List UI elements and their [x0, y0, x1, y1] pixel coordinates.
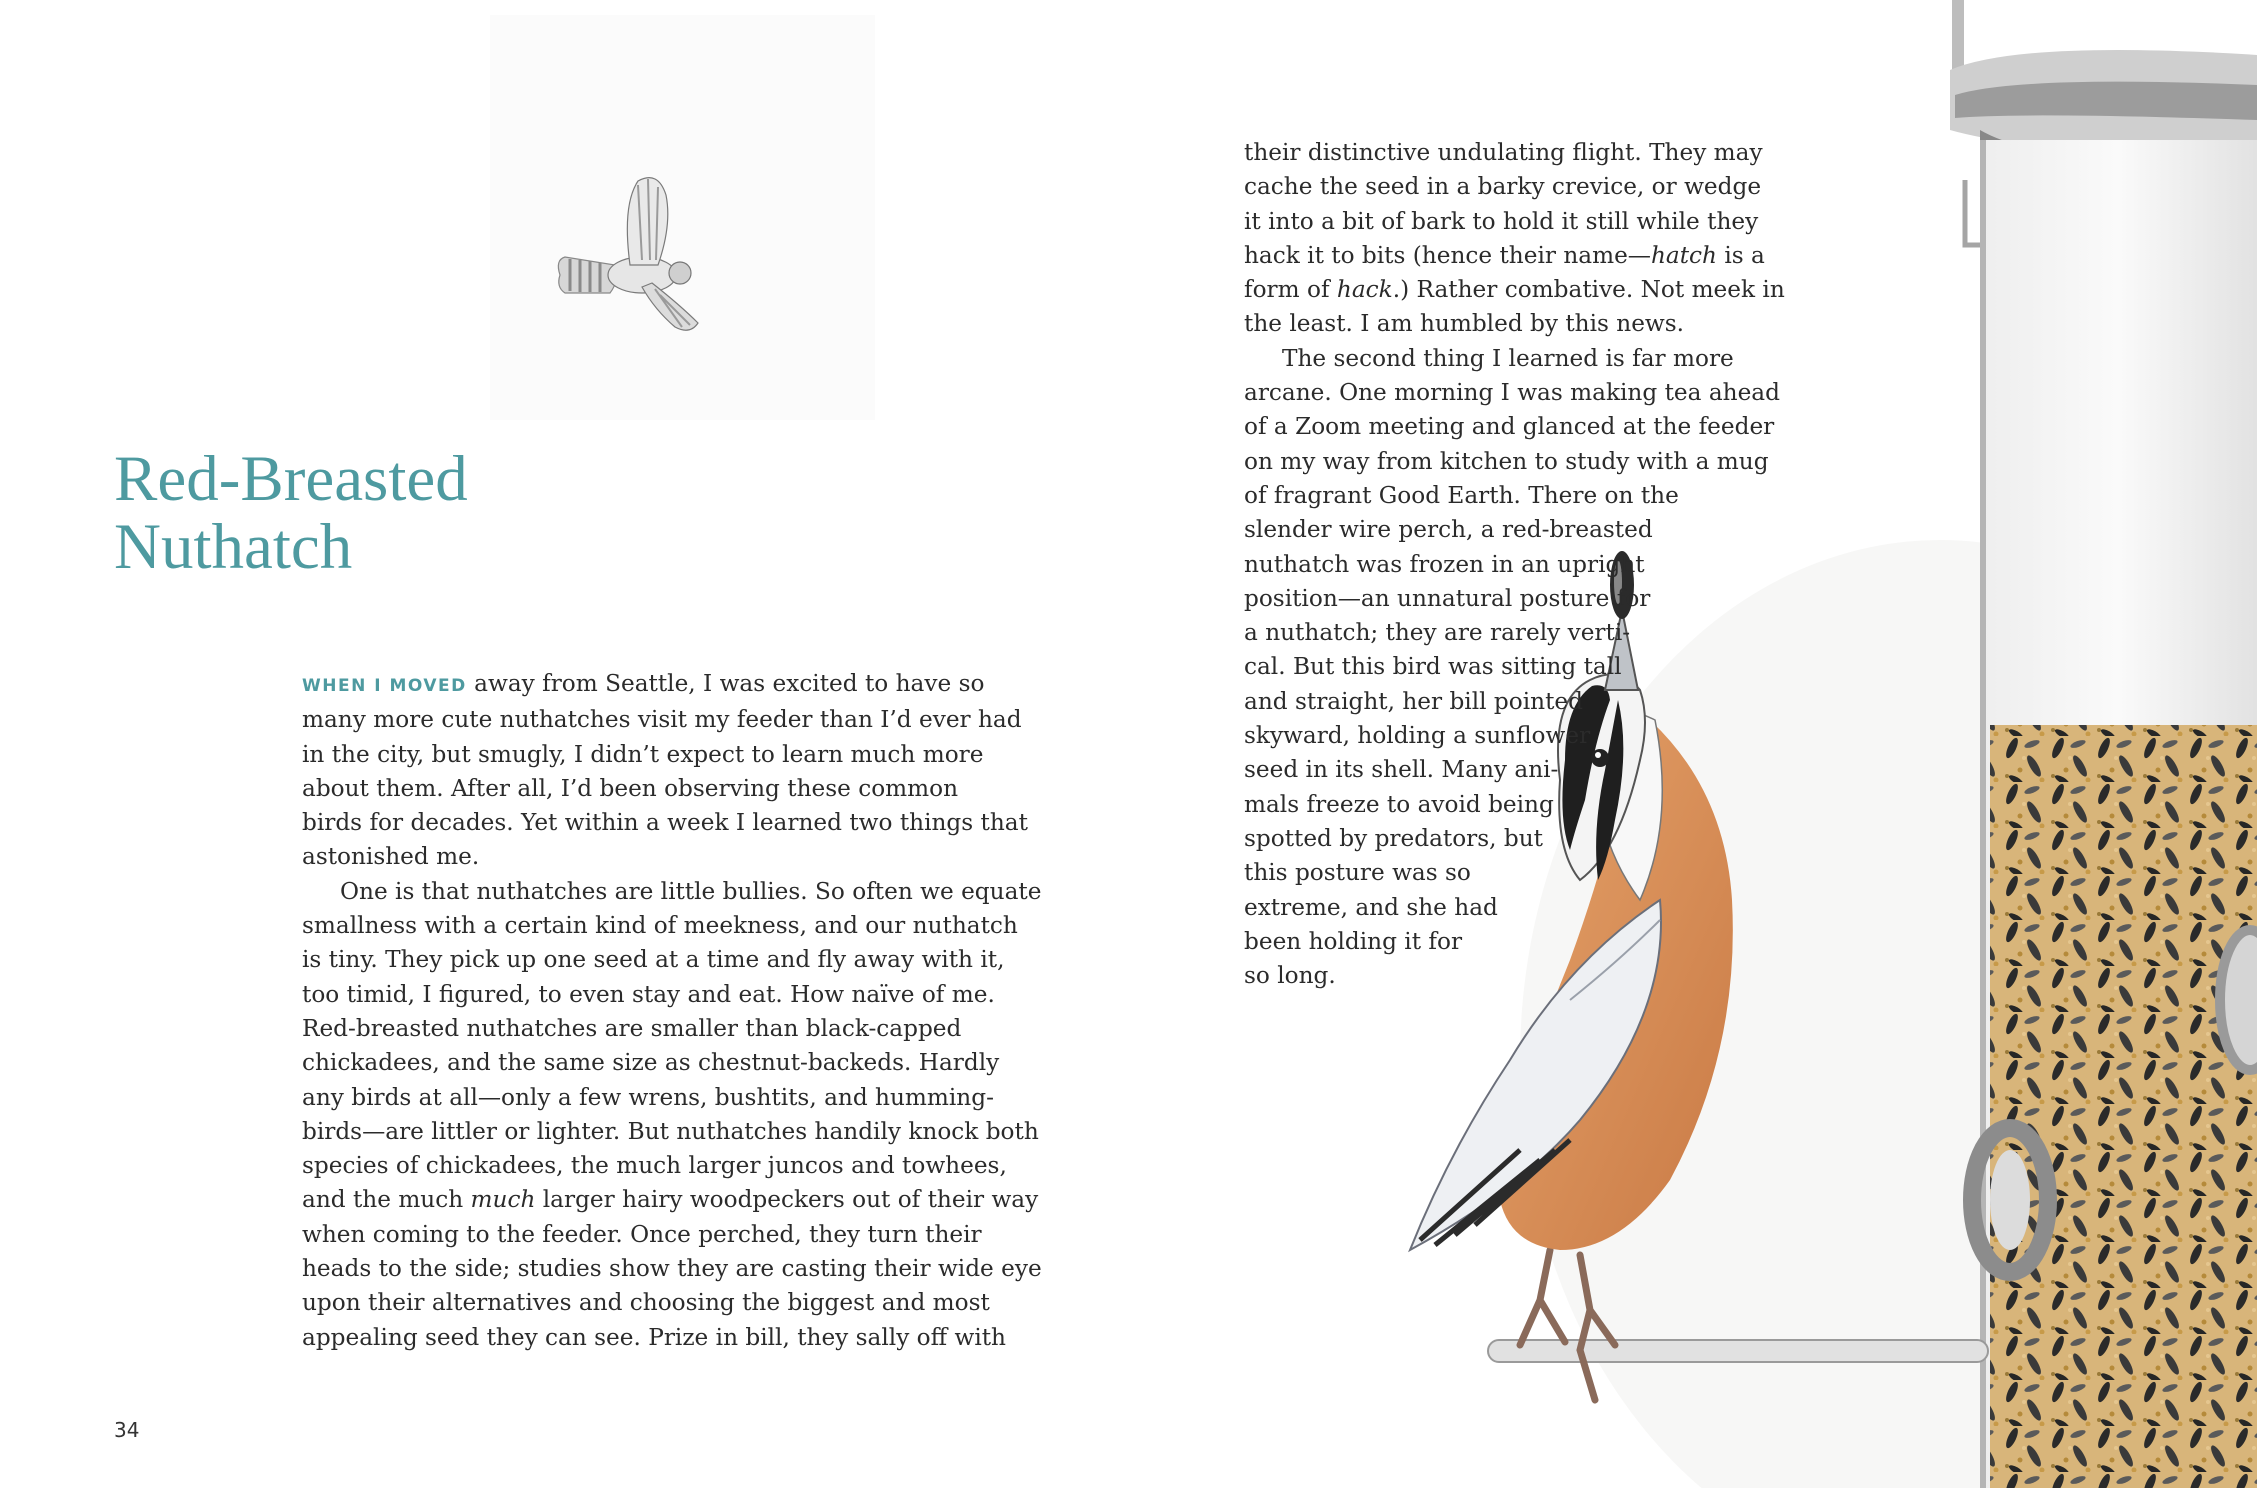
text-line: any birds at all—only a few wrens, bushtits, and humming-	[302, 1083, 994, 1111]
text-line: smallness with a certain kind of meekness, and our nuthatch	[302, 912, 1018, 940]
text-line: and straight, her bill pointed	[1244, 687, 1583, 715]
flying-hawk-illustration	[490, 15, 875, 420]
text-line: species of chickadees, the much larger juncos and towhees,	[302, 1152, 1007, 1180]
text-line: when coming to the feeder. Once perched, they turn their	[302, 1220, 982, 1248]
text-line: arcane. One morning I was making tea ahead	[1244, 379, 1780, 407]
text-line: chickadees, and the same size as chestnut-backeds. Hardly	[302, 1049, 1000, 1077]
text-line: extreme, and she had	[1244, 893, 1498, 921]
text-line: of fragrant Good Earth. There on the	[1244, 481, 1679, 509]
text-line: of a Zoom meeting and glanced at the feeder	[1244, 413, 1775, 441]
text-line: it into a bit of bark to hold it still while they	[1244, 207, 1759, 235]
text-line: spotted by predators, but	[1244, 824, 1544, 852]
article-title	[114, 445, 714, 581]
lead-in: WHEN I MOVED	[302, 676, 467, 696]
text-line: cal. But this bird was sitting tall	[1244, 653, 1622, 681]
text-line: many more cute nuthatches visit my feeder than I’d ever had	[302, 706, 1022, 734]
text-line: a nuthatch; they are rarely verti-	[1244, 619, 1631, 647]
text-line: upon their alternatives and choosing the biggest and most	[302, 1289, 990, 1317]
text-line: this posture was so	[1244, 859, 1471, 887]
body-text-left-column	[302, 667, 1042, 1355]
text-line: seed in its shell. Many ani-	[1244, 756, 1559, 784]
text-line: so long.	[1244, 962, 1336, 990]
text-line: slender wire perch, a red-breasted	[1244, 516, 1653, 544]
text-line: One is that nuthatches are little bullies. So often we equate	[340, 877, 1042, 905]
text-line: nuthatch was frozen in an upright	[1244, 550, 1645, 578]
text-line: appealing seed they can see. Prize in bill, they sally off with	[302, 1323, 1006, 1351]
text-line: their distinctive undulating flight. They may	[1244, 139, 1763, 166]
title-line-2: Nuthatch	[114, 511, 353, 583]
text-line: hack it to bits (hence their name—hatch is a	[1244, 241, 1765, 269]
text-line: too timid, I figured, to even stay and eat. How naïve of me.	[302, 980, 995, 1008]
text-line: birds—are littler or lighter. But nuthatches handily knock both	[302, 1117, 1039, 1145]
text-line: been holding it for	[1244, 927, 1463, 955]
paragraph-2	[302, 875, 1042, 1355]
text-line: cache the seed in a barky crevice, or wedge	[1244, 173, 1762, 201]
text-line: the least. I am humbled by this news.	[1244, 310, 1685, 338]
text-line: and the much much larger hairy woodpeckers out of their way	[302, 1186, 1039, 1214]
body-text-right-column	[1244, 136, 1784, 993]
paragraph-3	[1244, 136, 1784, 342]
text-line: in the city, but smugly, I didn’t expect to learn much more	[302, 740, 984, 768]
page-number: 34	[114, 1418, 140, 1442]
text-line: is tiny. They pick up one seed at a time and fly away with it,	[302, 946, 1005, 974]
text-line: on my way from kitchen to study with a mug	[1244, 447, 1769, 475]
paragraph-1	[302, 667, 1028, 875]
text-line: birds for decades. Yet within a week I learned two things that	[302, 809, 1028, 837]
title-line-1: Red-Breasted	[114, 443, 468, 515]
text-line: astonished me.	[302, 843, 480, 871]
text-line: The second thing I learned is far more	[1282, 344, 1734, 372]
text-line: position—an unnatural posture for	[1244, 584, 1651, 612]
text-line: Red-breasted nuthatches are smaller than black-capped	[302, 1014, 962, 1042]
text-line: WHEN I MOVED away from Seattle, I was excited to have so	[302, 670, 985, 697]
text-line: heads to the side; studies show they are casting their wide eye	[302, 1255, 1042, 1283]
paragraph-4	[1244, 342, 1784, 994]
text-line: skyward, holding a sunflower	[1244, 722, 1591, 750]
text-line: form of hack.) Rather combative. Not meek in	[1244, 276, 1785, 304]
text-line: mals freeze to avoid being	[1244, 790, 1554, 818]
text-line: about them. After all, I’d been observing these common	[302, 774, 959, 802]
